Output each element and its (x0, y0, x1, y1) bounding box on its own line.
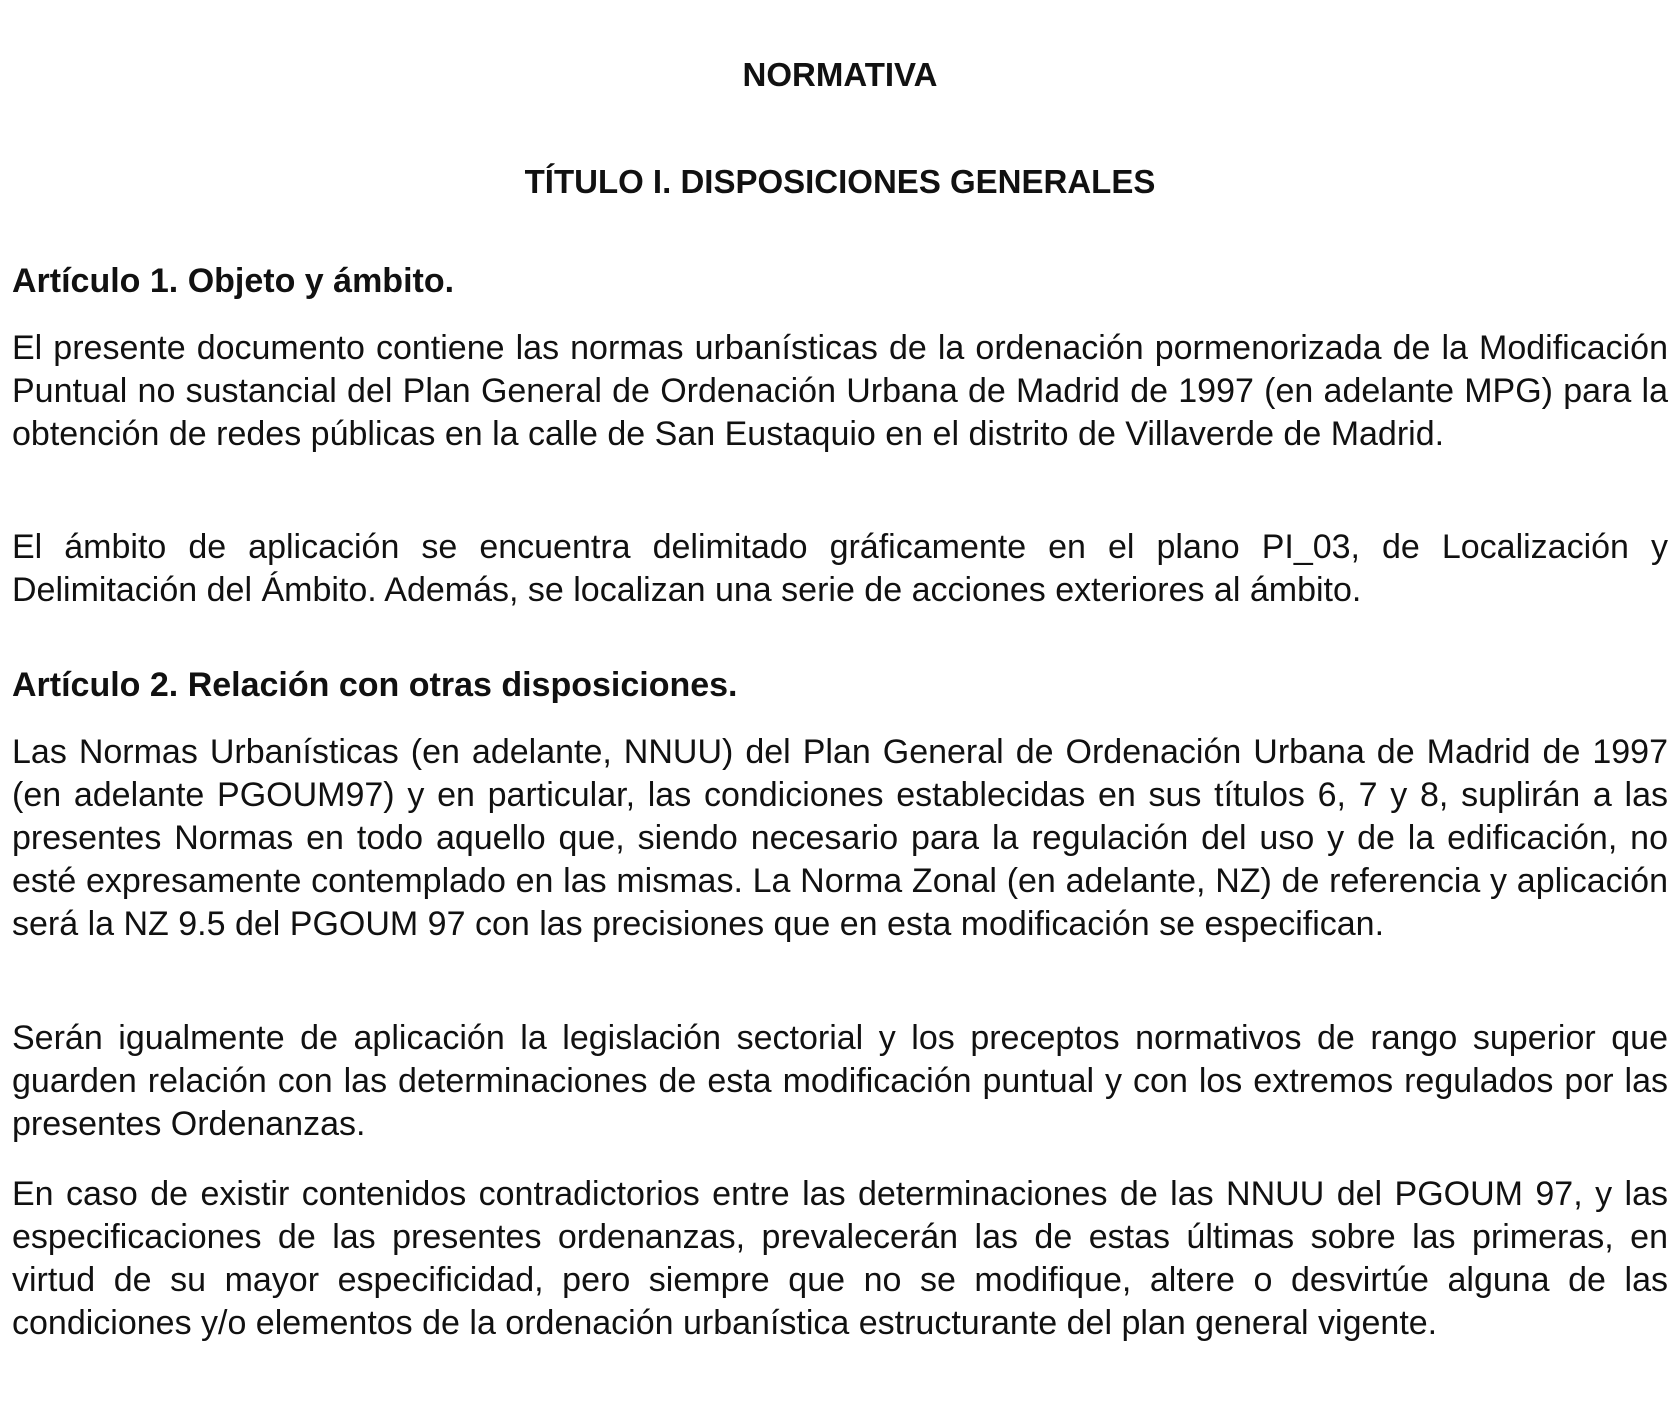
document-heading: NORMATIVA (742, 56, 938, 93)
document-title: TÍTULO I. DISPOSICIONES GENERALES (524, 163, 1156, 200)
article-1-paragraph-1: El presente documento contiene las normas urbanísticas de la ordenación pormenorizada de la Modificación Puntual no sustancial del Plan General de Ordenación Urbana de Madrid de 1997 (en adelante MPG) para la obtención de redes públicas en la calle de San Eustaquio en el distrito de Villaverde de Madrid. (12, 329, 1668, 453)
article-2-paragraph-3: En caso de existir contenidos contradictorios entre las determinaciones de las NNUU del PGOUM 97, y las especificaciones de las presentes ordenanzas, prevalecerán las de estas últimas sobre las primeras, en virtud de su mayor especificidad, pero siempre que no se modifique, altere o desvirtúe alguna de las condiciones y/o elementos de la ordenación urbanística estructurante del plan general vigente. (12, 1175, 1668, 1342)
article-1-paragraph-2: El ámbito de aplicación se encuentra delimitado gráficamente en el plano PI_03, de Localización y Delimitación del Ámbito. Además, se localizan una serie de acciones exteriores al ámbito. (12, 528, 1668, 609)
article-1-title: Artículo 1. Objeto y ámbito. (12, 262, 455, 300)
article-2-paragraph-1: Las Normas Urbanísticas (en adelante, NNUU) del Plan General de Ordenación Urbana de Madrid de 1997 (en adelante PGOUM97) y en particular, las condiciones establecidas en sus títulos 6, 7 y 8, suplirán a las presentes Normas en todo aquello que, siendo necesario para la regulación del uso y de la edificación, no esté expresamente contemplado en las mismas. La Norma Zonal (en adelante, NZ) de referencia y aplicación será la NZ 9.5 del PGOUM 97 con las precisiones que en esta modificación se especifican. (12, 733, 1668, 943)
article-2-title: Artículo 2. Relación con otras disposiciones. (12, 666, 738, 704)
article-2-paragraph-2: Serán igualmente de aplicación la legislación sectorial y los preceptos normativos de rango superior que guarden relación con las determinaciones de esta modificación puntual y con los extremos regulados por las presentes Ordenanzas. (12, 1019, 1668, 1143)
